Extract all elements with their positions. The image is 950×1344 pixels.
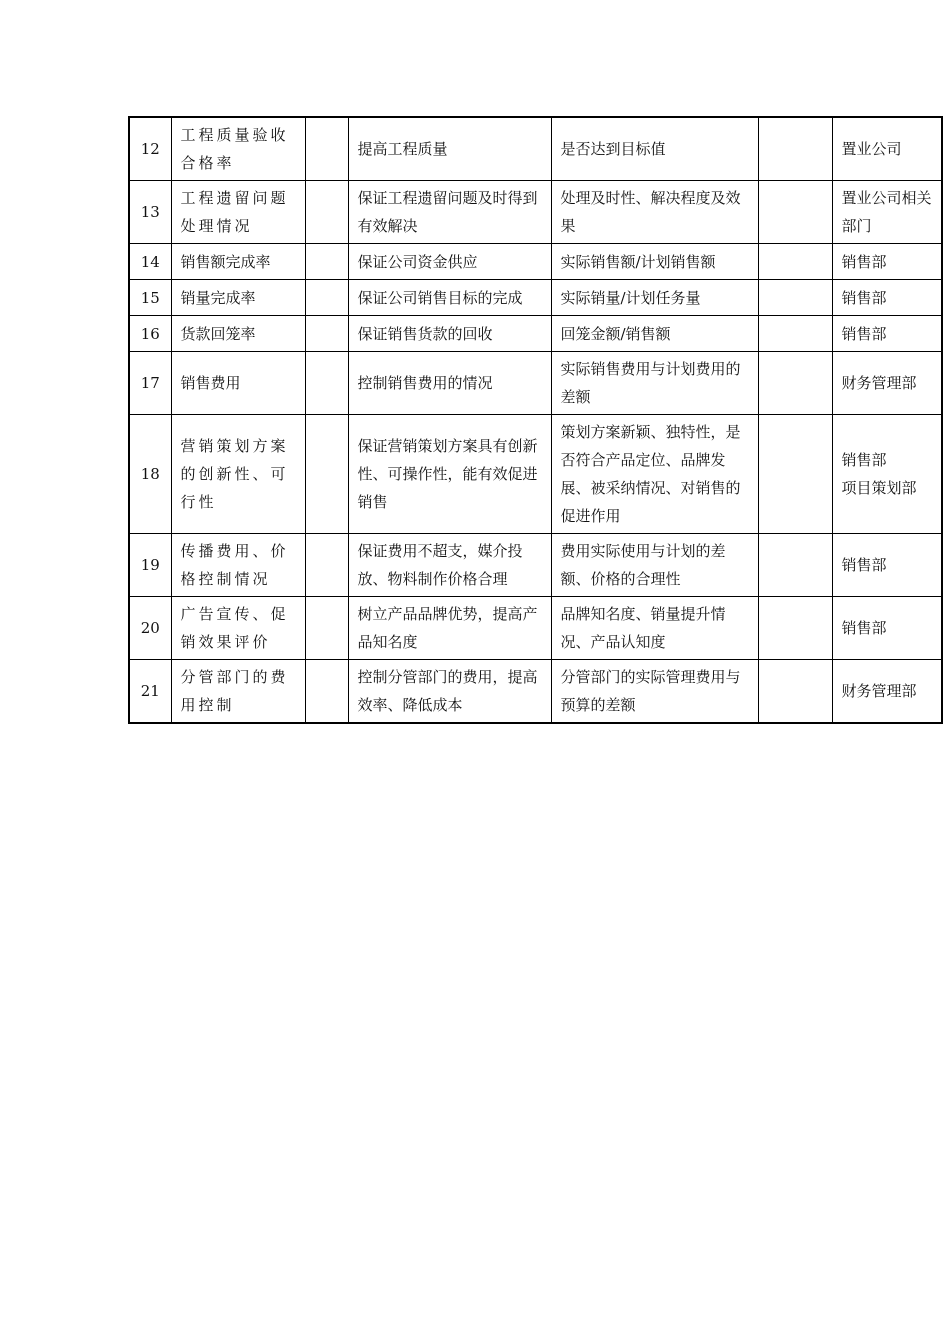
goal-cell: 树立产品品牌优势，提高产品知名度 xyxy=(348,597,551,660)
target-cell xyxy=(758,415,832,534)
dept-cell: 置业公司相关部门 xyxy=(832,181,942,244)
method-cell: 回笼金额/销售额 xyxy=(551,316,758,352)
row-number: 16 xyxy=(129,316,171,352)
table-row xyxy=(129,660,942,724)
table-row xyxy=(129,597,942,660)
empty-cell xyxy=(305,117,348,181)
goal-cell: 保证营销策划方案具有创新性、可操作性，能有效促进销售 xyxy=(348,415,551,534)
goal-cell: 保证公司资金供应 xyxy=(348,244,551,280)
target-cell xyxy=(758,597,832,660)
goal-cell: 保证公司销售目标的完成 xyxy=(348,280,551,316)
goal-cell: 保证销售货款的回收 xyxy=(348,316,551,352)
method-cell: 是否达到目标值 xyxy=(551,117,758,181)
row-number: 17 xyxy=(129,352,171,415)
dept-cell: 销售部 xyxy=(832,316,942,352)
row-number: 18 xyxy=(129,415,171,534)
method-cell: 处理及时性、解决程度及效果 xyxy=(551,181,758,244)
kpi-table xyxy=(128,116,943,724)
goal-cell: 控制分管部门的费用，提高效率、降低成本 xyxy=(348,660,551,724)
table-row xyxy=(129,280,942,316)
table-row xyxy=(129,244,942,280)
dept-cell: 销售部 xyxy=(832,244,942,280)
empty-cell xyxy=(305,244,348,280)
table-row xyxy=(129,415,942,534)
row-number: 21 xyxy=(129,660,171,724)
row-number: 15 xyxy=(129,280,171,316)
target-cell xyxy=(758,280,832,316)
goal-cell: 控制销售费用的情况 xyxy=(348,352,551,415)
indicator-cell: 营销策划方案的创新性、可行性 xyxy=(171,415,305,534)
method-cell: 费用实际使用与计划的差额、价格的合理性 xyxy=(551,534,758,597)
target-cell xyxy=(758,181,832,244)
empty-cell xyxy=(305,597,348,660)
dept-cell: 销售部 xyxy=(832,534,942,597)
method-cell: 实际销售额/计划销售额 xyxy=(551,244,758,280)
table-row xyxy=(129,534,942,597)
empty-cell xyxy=(305,181,348,244)
empty-cell xyxy=(305,280,348,316)
method-cell: 实际销量/计划任务量 xyxy=(551,280,758,316)
empty-cell xyxy=(305,316,348,352)
dept-cell: 财务管理部 xyxy=(832,352,942,415)
indicator-cell: 货款回笼率 xyxy=(171,316,305,352)
empty-cell xyxy=(305,415,348,534)
indicator-cell: 工程遗留问题处理情况 xyxy=(171,181,305,244)
indicator-cell: 工程质量验收合格率 xyxy=(171,117,305,181)
target-cell xyxy=(758,534,832,597)
target-cell xyxy=(758,244,832,280)
goal-cell: 提高工程质量 xyxy=(348,117,551,181)
indicator-cell: 销售费用 xyxy=(171,352,305,415)
target-cell xyxy=(758,117,832,181)
empty-cell xyxy=(305,534,348,597)
row-number: 14 xyxy=(129,244,171,280)
method-cell: 品牌知名度、销量提升情况、产品认知度 xyxy=(551,597,758,660)
row-number: 20 xyxy=(129,597,171,660)
indicator-cell: 广告宣传、促销效果评价 xyxy=(171,597,305,660)
empty-cell xyxy=(305,660,348,724)
method-cell: 分管部门的实际管理费用与预算的差额 xyxy=(551,660,758,724)
indicator-cell: 传播费用、价格控制情况 xyxy=(171,534,305,597)
goal-cell: 保证工程遗留问题及时得到有效解决 xyxy=(348,181,551,244)
indicator-cell: 销量完成率 xyxy=(171,280,305,316)
target-cell xyxy=(758,316,832,352)
dept-cell: 销售部 xyxy=(832,280,942,316)
indicator-cell: 销售额完成率 xyxy=(171,244,305,280)
dept-cell: 财务管理部 xyxy=(832,660,942,724)
dept-cell: 销售部 xyxy=(832,597,942,660)
goal-cell: 保证费用不超支，媒介投放、物料制作价格合理 xyxy=(348,534,551,597)
row-number: 13 xyxy=(129,181,171,244)
method-cell: 策划方案新颖、独特性，是否符合产品定位、品牌发展、被采纳情况、对销售的促进作用 xyxy=(551,415,758,534)
dept-cell: 置业公司 xyxy=(832,117,942,181)
table-row xyxy=(129,181,942,244)
method-cell: 实际销售费用与计划费用的差额 xyxy=(551,352,758,415)
empty-cell xyxy=(305,352,348,415)
indicator-cell: 分管部门的费用控制 xyxy=(171,660,305,724)
table-row xyxy=(129,316,942,352)
table-row xyxy=(129,352,942,415)
dept-cell: 销售部 项目策划部 xyxy=(832,415,942,534)
table-row xyxy=(129,117,942,181)
target-cell xyxy=(758,660,832,724)
row-number: 12 xyxy=(129,117,171,181)
target-cell xyxy=(758,352,832,415)
row-number: 19 xyxy=(129,534,171,597)
